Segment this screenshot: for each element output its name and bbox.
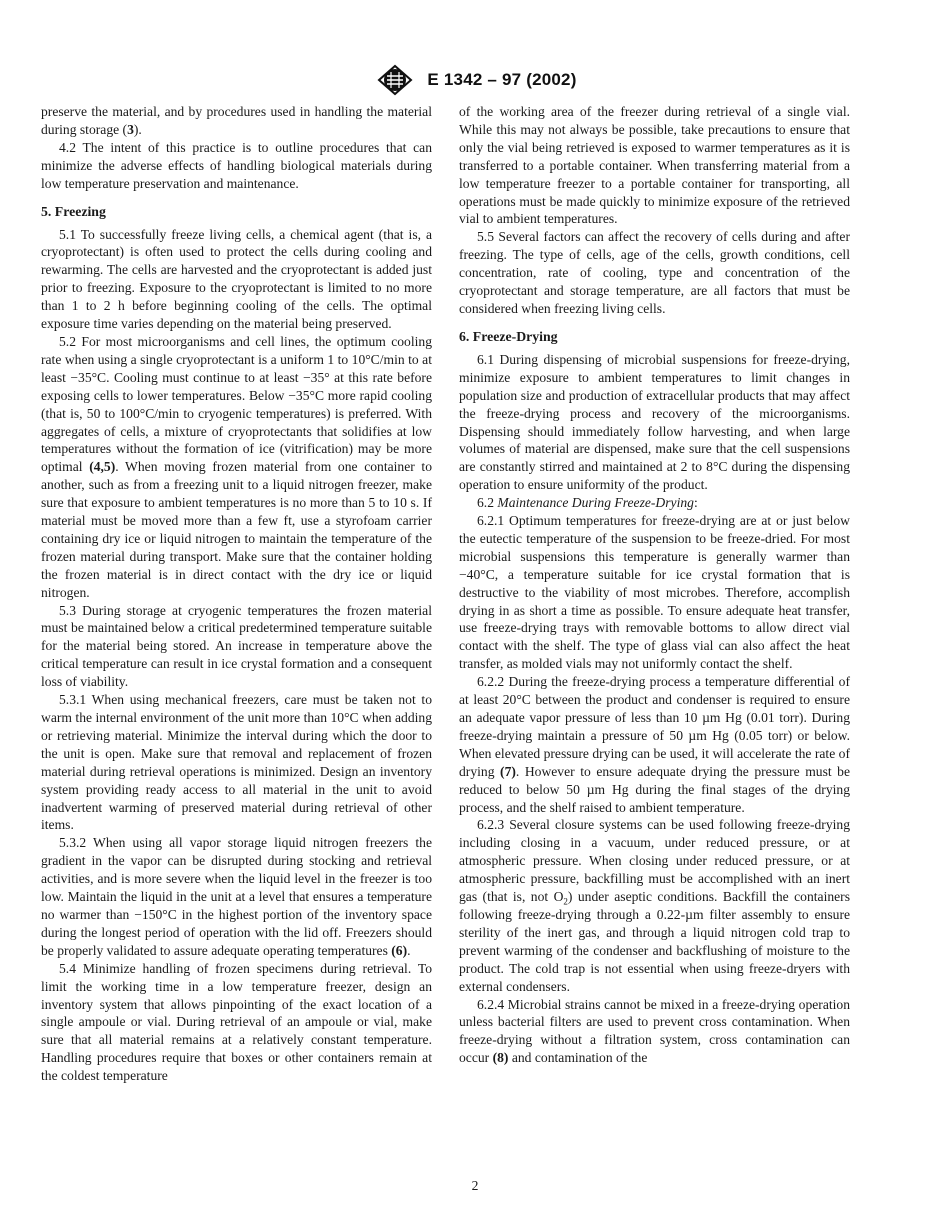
paragraph-6-2-3: 6.2.3 Several closure systems can be used following freeze-drying including closing in a vacuum, under reduced pressure, or at atmospheric pressure. When closing under reduced pressure, or at atmospheric pressure, backfilling must be accomplished with an inert gas (that is, not $O_2$) under aseptic conditions. Backfill the containers following freeze-drying through a 0.22-µm filter assembly to ensure sterility of the inert gas, and through a liquid nitrogen cold trap to prevent warming of the condenser and backflushing of moisture to the product. The cold trap is not essential when using freeze-dryers with external condensers. — [459, 817, 850, 994]
section-heading-freezing: 5. Freezing — [41, 203, 106, 219]
paragraph-continued: preserve the material, and by procedures used in handling the material during storage (3). — [41, 104, 432, 137]
paragraph-6-2: 6.2 Maintenance During Freeze-Drying: — [477, 495, 698, 511]
paragraph-4-2: 4.2 The intent of this practice is to outline procedures that can minimize the adverse effects of handling biological materials during low temperature preservation and maintenance. — [41, 139, 432, 191]
paragraph-5-4: 5.4 Minimize handling of frozen specimens during retrieval. To limit the working time in a low temperature freezer, design an inventory system that allows pinpointing of the exact location of a single ampoule or vial. During retrieval of an ampoule or vial, make sure that all material remains at a relatively constant temperature. Handling procedures require that boxes or other containers remain at the coldest temperature — [41, 960, 432, 1084]
page-header — [0, 62, 950, 98]
document-designation: E 1342 – 97 (2002) — [427, 70, 577, 89]
left-column — [41, 103, 432, 1085]
right-column — [459, 103, 850, 1067]
paragraph-continued-right: of the working area of the freezer during retrieval of a single vial. While this may not always be possible, take precautions to ensure that only the vial being retrieved is exposed to warmer temperatures as it is transferred to a portable container. When transferring material from a low temperature freezer to a portable container for transporting, all operations must be made quickly to minimize exposure of the retrieved vial to ambient temperatures. — [459, 104, 850, 227]
paragraph-6-2-4: 6.2.4 Microbial strains cannot be mixed in a freeze-drying operation unless bacterial filters are used to prevent cross contamination. When freeze-drying without a filtration system, cross contamination can occur (8) and contamination of the — [459, 996, 850, 1066]
astm-logo-icon — [373, 62, 417, 98]
paragraph-5-3-1: 5.3.1 When using mechanical freezers, care must be taken not to warm the internal environment of the unit more than 10°C when adding or retrieving material. Minimize the interval during which the door to the unit is open. Make sure that removal and replacement of frozen material during retrieval operations is minimized. Design an inventory system providing ready access to all material in the unit to avoid inadvertent warming of preserved material during retrieval of other items. — [41, 692, 432, 833]
page-number: 2 — [471, 1178, 479, 1193]
paragraph-5-3: 5.3 During storage at cryogenic temperatures the frozen material must be maintained below a critical predetermined temperature suitable for the material being stored. An increase in temperature above the critical temperature can result in ice crystal formation and a consequent loss of viability. — [41, 602, 432, 690]
section-heading-freeze-drying: 6. Freeze-Drying — [459, 328, 558, 344]
paragraph-5-2: 5.2 For most microorganisms and cell lines, the optimum cooling rate when using a single cryoprotectant is a uniform 1 to 10°C/min to at least −35°C. Cooling must continue to at least −35° at this rate before exposing cells to lower temperatures. Below −35°C more rapid cooling (that is, 50 to 100°C/min to cryogenic temperatures) is preferred. With aggregates of cells, a mixture of cryoprotectants that solidifies at low temperatures without the formation of ice (vitrification) may be more optimal (4,5). When moving frozen material from one container to another, such as from a freezing unit to a liquid nitrogen freezer, make sure that exposure to ambient temperatures is no more than 5 to 10 s. If material must be moved more than a few ft, use a styrofoam carrier containing dry ice or liquid nitrogen to maintain the temperature of the frozen material during transport. Make sure that the container holding the frozen material is in direct contact with the dry ice or liquid nitrogen. — [41, 333, 432, 600]
paragraph-6-2-1: 6.2.1 Optimum temperatures for freeze-drying are at or just below the eutectic temperature of the suspension to be freeze-dried. For most microbial suspensions this temperature is generally warmer than −40°C, a temperature suitable for ice crystal formation that is destructive to the viability of most microbes. Therefore, accomplish drying in as short a time as possible. To ensure adequate heat transfer, use freeze-drying trays with removable bottoms to allow direct vial contact with the shelf. The type of glass vial can also affect the heat transfer, as molded vials may not uniformly contact the shelf. — [459, 513, 850, 672]
paragraph-6-2-2: 6.2.2 During the freeze-drying process a temperature differential of at least 20°C between the product and condenser is required to ensure an adequate vapor pressure of less than 10 µm Hg (0.01 torr). During freeze-drying maintain a pressure of 50 µm Hg (0.05 torr) or below. When elevated pressure drying can be used, it will accelerate the rate of drying (7). However to ensure adequate drying the pressure must be reduced to below 50 µm Hg during the final stages of the drying process, and the shelf raised to ambient temperature. — [459, 674, 851, 815]
paragraph-5-5: 5.5 Several factors can affect the recovery of cells during and after freezing. The type of cells, age of the cells, growth conditions, cell concentration, rate of cooling, type and concentration of the cryoprotectant and storage temperature, are all factors that must be considered when freezing living cells. — [459, 229, 850, 316]
paragraph-5-1: 5.1 To successfully freeze living cells, a chemical agent (that is, a cryoprotectant) is often used to protect the cells during cooling and rewarming. The cells are harvested and the cryoprotectant is added just prior to freezing. Exposure to the cryoprotectant is limited to no more than 1 to 2 h before beginning cooling of the cells. The optimal exposure time varies depending on the material being preserved. — [41, 226, 432, 332]
paragraph-6-1: 6.1 During dispensing of microbial suspensions for freeze-drying, minimize exposure to ambient temperatures to limit changes in population size and production of extracellular products that may affect the freeze-drying process and recovery of the microorganisms. Dispensing should immediately follow harvesting, and when large volumes of material are dispensed, make sure that the cell suspensions are constantly stirred and maintained at 2 to 8°C during the dispensing operation to ensure uniformity of the product. — [459, 351, 850, 493]
paragraph-5-3-2: 5.3.2 When using all vapor storage liquid nitrogen freezers the gradient in the vapor can be disrupted during stocking and retrieval activities, and is more severe when the liquid level in the freezer is too low. Maintain the liquid in the unit at a level that ensures a temperature no warmer than −150°C in the highest portion of the inventory space during the longest period of operation with the lid off. Freezers should be properly validated to assure adequate operating temperatures (6). — [41, 835, 432, 958]
